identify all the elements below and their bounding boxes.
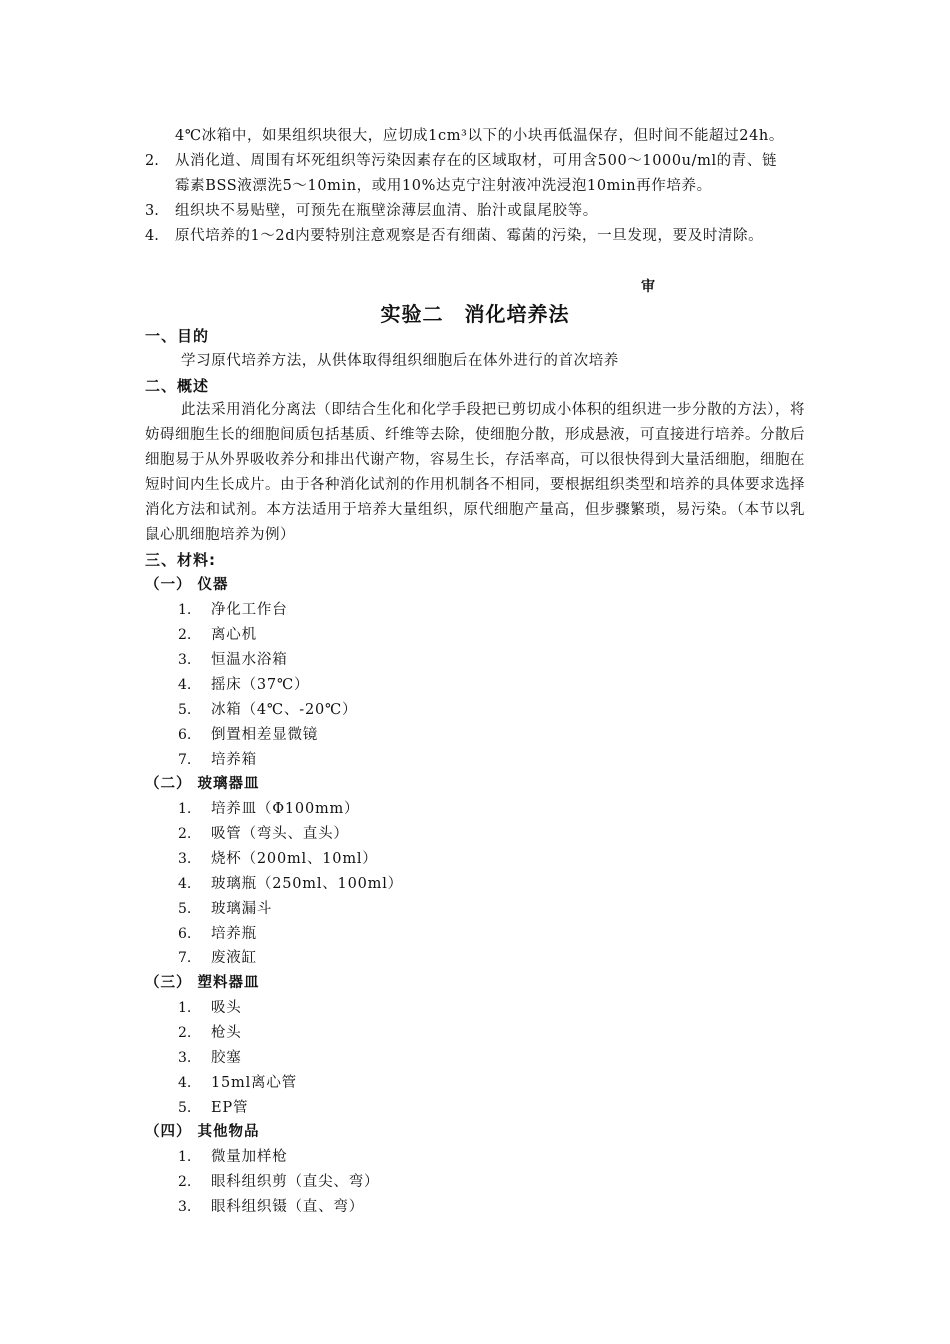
list-item: 玻璃漏斗 — [211, 901, 273, 917]
list-number: 4. — [178, 876, 192, 892]
group-heading-glassware: （二） 玻璃器皿 — [145, 776, 260, 792]
list-number: 5. — [178, 901, 192, 917]
note-text: 组织块不易贴壁，可预先在瓶壁涂薄层血清、胎汁或鼠尾胶等。 — [175, 203, 598, 219]
group-heading-other-items: （四） 其他物品 — [145, 1124, 260, 1140]
list-item: 15ml离心管 — [211, 1075, 297, 1091]
section-overview-paragraph — [145, 398, 805, 548]
page-title: 实验二 消化培养法 — [380, 302, 570, 326]
note-number: 2. — [145, 153, 159, 169]
list-number: 4. — [178, 677, 192, 693]
list-number: 2. — [178, 627, 192, 643]
list-item: 摇床（37℃） — [211, 677, 310, 693]
list-number: 3. — [178, 652, 192, 668]
list-number: 2. — [178, 826, 192, 842]
list-number: 4. — [178, 1075, 192, 1091]
list-number: 1. — [178, 1000, 192, 1016]
list-item: 玻璃瓶（250ml、100ml） — [211, 876, 403, 892]
list-item: 培养皿（Φ100mm） — [211, 801, 360, 817]
list-item: EP管 — [211, 1100, 249, 1116]
note-continuation: 4℃冰箱中，如果组织块很大，应切成1cm³以下的小块再低温保存，但时间不能超过24h。 — [175, 128, 784, 144]
list-item: 净化工作台 — [211, 602, 288, 618]
list-number: 1. — [178, 602, 192, 618]
section-heading-materials: 三、材料: — [145, 551, 216, 569]
list-number: 1. — [178, 1149, 192, 1165]
list-number: 5. — [178, 1100, 192, 1116]
group-heading-instruments: （一） 仪器 — [145, 577, 229, 593]
list-number: 7. — [178, 950, 192, 966]
list-item: 倒置相差显微镜 — [211, 727, 319, 743]
note-number: 4. — [145, 228, 159, 244]
list-number: 3. — [178, 1050, 192, 1066]
list-item: 眼科组织剪（直尖、弯） — [211, 1174, 380, 1190]
list-number: 6. — [178, 926, 192, 942]
section-purpose-text: 学习原代培养方法，从供体取得组织细胞后在体外进行的首次培养 — [181, 353, 619, 369]
overview-text: 此法采用消化分离法（即结合生化和化学手段把已剪切成小体积的组织进一步分散的方法），将妨碍细胞生长的细胞间质包括基质、纤维等去除，使细胞分散，形成悬液，可直接进行培养。分散后细胞易于从外界吸收养分和排出代谢产物，容易生长，存活率高，可以很快得到大量活细胞，细胞在短时间内生长成片。由于各种消化试剂的作用机制各不相同，要根据组织类型和培养的具体要求选择消化方法和试剂。本方法适用于培养大量组织，原代细胞产量高，但步骤繁琐，易污染。（本节以乳鼠心肌细胞培养为例） — [145, 402, 805, 543]
list-number: 3. — [178, 1199, 192, 1215]
note-text: 从消化道、周围有坏死组织等污染因素存在的区域取材，可用含500～1000u/ml的青、链 — [175, 153, 778, 169]
list-item: 吸头 — [211, 1000, 242, 1016]
list-item: 离心机 — [211, 627, 257, 643]
note-text: 霉素BSS液漂洗5～10min，或用10%达克宁注射液冲洗浸泡10min再作培养。 — [175, 178, 712, 194]
list-item: 废液缸 — [211, 950, 257, 966]
note-number: 3. — [145, 203, 159, 219]
section-heading-purpose: 一、目的 — [145, 327, 210, 345]
list-number: 7. — [178, 752, 192, 768]
list-item: 胶塞 — [211, 1050, 242, 1066]
list-number: 2. — [178, 1025, 192, 1041]
list-item: 冰箱（4℃、-20℃） — [211, 702, 358, 718]
list-item: 烧杯（200ml、10ml） — [211, 851, 378, 867]
list-number: 5. — [178, 702, 192, 718]
list-number: 1. — [178, 801, 192, 817]
list-item: 培养箱 — [211, 752, 257, 768]
list-item: 恒温水浴箱 — [211, 652, 288, 668]
section-heading-overview: 二、概述 — [145, 377, 210, 395]
list-number: 3. — [178, 851, 192, 867]
note-text: 原代培养的1～2d内要特别注意观察是否有细菌、霉菌的污染，一旦发现，要及时清除。 — [175, 228, 764, 244]
list-number: 2. — [178, 1174, 192, 1190]
list-item: 微量加样枪 — [211, 1149, 288, 1165]
list-item: 眼科组织镊（直、弯） — [211, 1199, 364, 1215]
list-item: 枪头 — [211, 1025, 242, 1041]
list-number: 6. — [178, 727, 192, 743]
stamp-mark: 审 — [641, 279, 655, 295]
list-item: 培养瓶 — [211, 926, 257, 942]
group-heading-plasticware: （三） 塑料器皿 — [145, 975, 260, 991]
list-item: 吸管（弯头、直头） — [211, 826, 349, 842]
